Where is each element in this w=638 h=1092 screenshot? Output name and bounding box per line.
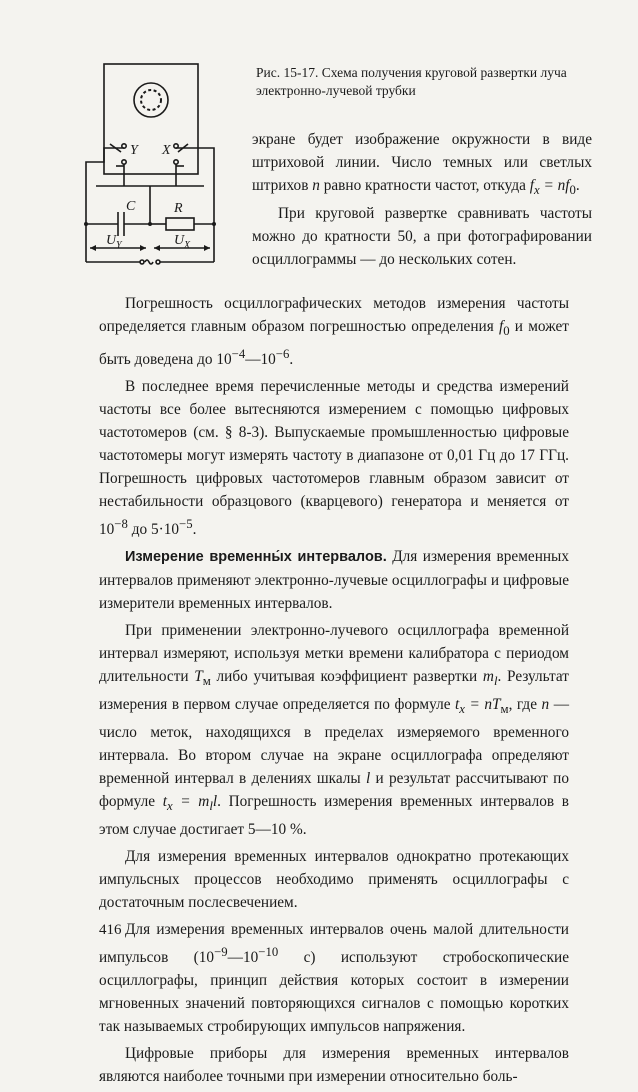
label-ux: U bbox=[174, 233, 185, 248]
crt-tube-box bbox=[104, 64, 198, 174]
junction-dot bbox=[148, 222, 152, 226]
paragraph: Для измерения временных интервалов однократно протекающих импульсных процессов необходимо применять осциллографы с достаточным послесвечением. bbox=[99, 848, 569, 912]
paragraph: Измерение временны́х интервалов. Для измерения временных интервалов применяют электронно-лучевые осциллографы и цифровые измерители временных интервалов. bbox=[99, 548, 569, 613]
paragraph: Цифровые приборы для измерения временных интервалов являются наиболее точными при измерении относительно боль- bbox=[99, 1045, 569, 1086]
paragraph: При круговой развертке сравнивать частоты можно до кратности 50, а при фотографировании осциллограммы — до нескольких сотен. bbox=[252, 205, 592, 269]
crt-screen-icon bbox=[134, 83, 168, 117]
label-x: X bbox=[162, 143, 171, 158]
text-beside-figure bbox=[252, 128, 592, 271]
paragraph: В последнее время перечисленные методы и средства измерений частоты все более вытесняются измерением с помощью цифровых частотомеров (см. § 8-3). Выпускаемые промышленностью цифровые частотомеры могут измерять частоту в диапазоне от 0,01 Гц до 17 ГГц. Погрешность цифровых частотомеров главным образом зависит от нестабильности образцового (кварцевого) генератора и меняется от $10^{-8}$ до $5\cdot 10^{-5}$. bbox=[99, 378, 569, 539]
paragraph: экране будет изображение окружности в виде штриховой линии. Число темных или светлых штрихов n равно кратности частот, откуда $f_x = nf_0$. bbox=[252, 131, 592, 198]
label-uy: U bbox=[106, 233, 117, 248]
label-ux-sub: X bbox=[184, 240, 191, 251]
label-uy-sub: Y bbox=[116, 240, 122, 251]
figure-caption: Рис. 15-17. Схема получения круговой развертки луча электронно-лучевой трубки bbox=[256, 65, 567, 98]
body-text bbox=[99, 292, 569, 1092]
label-capacitor: C bbox=[126, 199, 136, 214]
paragraph: Для измерения временных интервалов очень малой длительности импульсов ($10^{-9}—10^{-10}$ с) используют стробоскопические осциллографы, принцип действия которых состоит в измерении мгновенных значений повторяющихся сигналов с помощью коротких так называемых стробирующих импульсов напряжения. bbox=[99, 921, 570, 1036]
page-number: 416 bbox=[99, 922, 122, 938]
circuit-diagram bbox=[66, 62, 226, 272]
circular-sweep-icon bbox=[141, 90, 161, 110]
paragraph: При применении электронно-лучевого осциллографа временной интервал измеряют, используя метки времени калибратора с периодом длительности $T_м$ либо учитывая коэффициент развертки $m_l$. Результат измерения в первом случае определяется по формуле $t_x = nT_м$, где n — число меток, находящихся в пределах измеряемого временного интервала. Во втором случае на экране осциллографа определяют временной интервал в делениях шкалы l и результат рассчитывают по формуле $t_x = m_ll$. Погрешность измерения временных интервалов в этом случае достигает 5—10 %. bbox=[99, 622, 569, 839]
section-heading: Измерение временны́х интервалов. bbox=[125, 549, 387, 566]
paragraph: Погрешность осциллографических методов измерения частоты определяется главным образом погрешностью определения $f_0$ и может быть доведена до $10^{-4}—10^{-6}$. bbox=[99, 295, 569, 369]
label-resistor: R bbox=[174, 201, 183, 216]
label-y: Y bbox=[130, 143, 138, 158]
